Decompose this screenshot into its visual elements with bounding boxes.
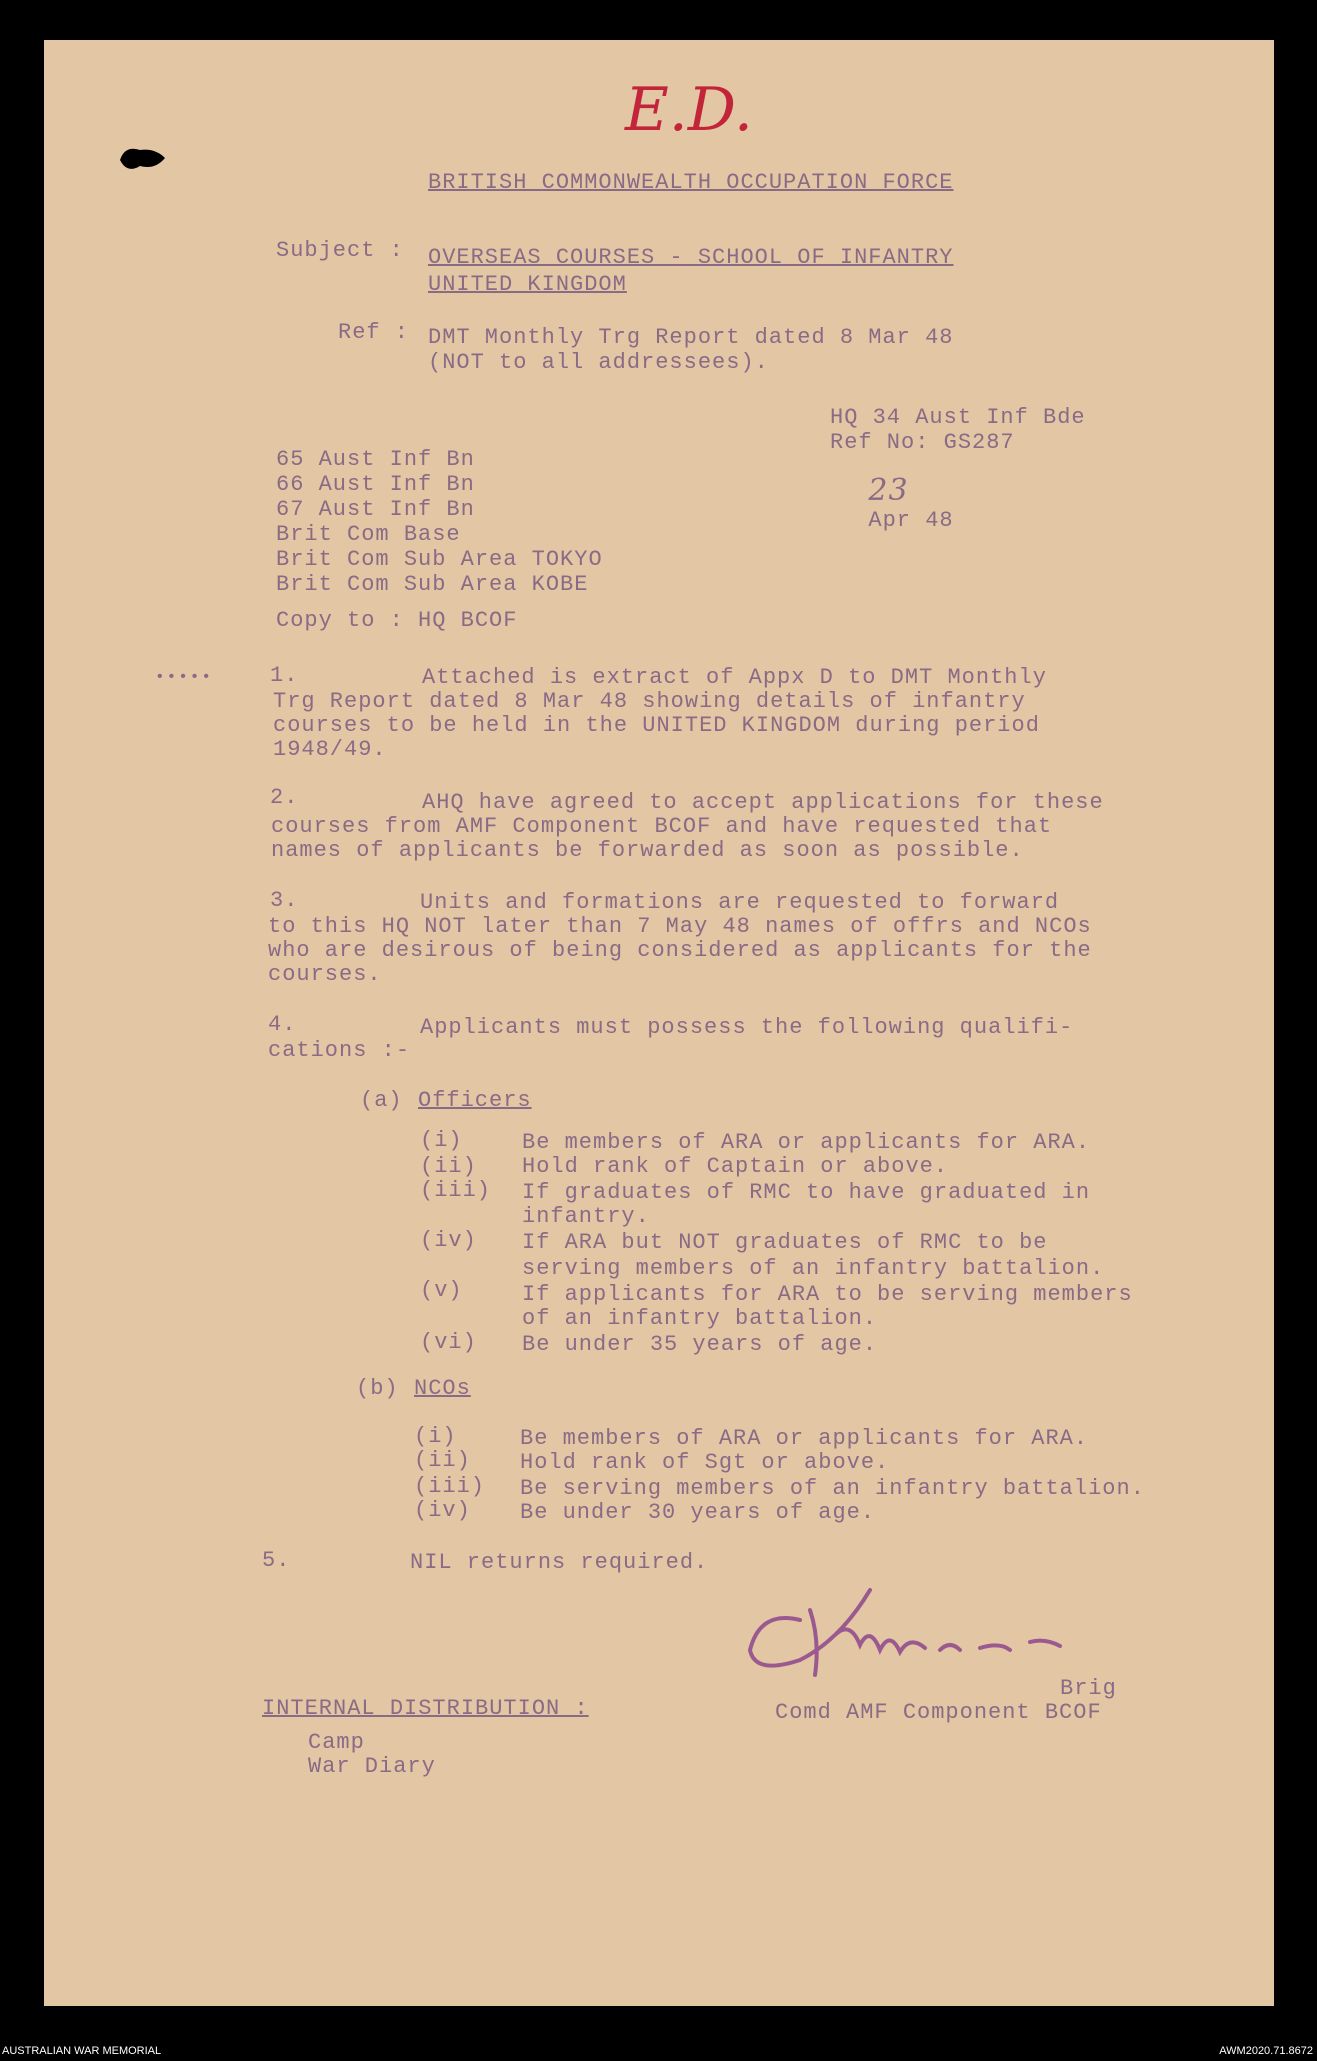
- sender-ref-no: Ref No: GS287: [830, 430, 1015, 455]
- margin-dots: •••••: [155, 668, 214, 686]
- para-3-line: to this HQ NOT later than 7 May 48 names of offrs and NCOs: [268, 914, 1092, 939]
- para-1-number: 1.: [270, 663, 299, 688]
- para-5-number: 5.: [262, 1548, 291, 1573]
- qualification-number: (iv): [414, 1498, 471, 1523]
- qualification-text-cont: serving members of an infantry battalion.: [522, 1256, 1105, 1281]
- qualification-number: (vi): [420, 1330, 477, 1355]
- para-4-number: 4.: [268, 1012, 297, 1037]
- sender-date-month: Apr 48: [868, 508, 954, 533]
- addressee: 67 Aust Inf Bn: [276, 497, 475, 522]
- punch-hole-mark: [115, 140, 175, 180]
- signature-rank: Brig: [1060, 1676, 1117, 1701]
- ncos-title: NCOs: [414, 1376, 471, 1401]
- qualification-text: Be members of ARA or applicants for ARA.: [522, 1130, 1091, 1155]
- handwritten-annotation: E.D.: [625, 75, 753, 145]
- para-2-line: courses from AMF Component BCOF and have requested that: [271, 814, 1053, 839]
- para-3-line: who are desirous of being considered as applicants for the: [268, 938, 1092, 963]
- handwritten-signature: [740, 1580, 1100, 1690]
- para-1-line: 1948/49.: [273, 737, 387, 762]
- qualification-number: (v): [420, 1278, 463, 1303]
- officers-title: Officers: [418, 1088, 532, 1113]
- sender-date: [840, 452, 954, 534]
- para-3-line: Units and formations are requested to forward: [420, 890, 1060, 915]
- copy-to: Copy to : HQ BCOF: [276, 608, 518, 633]
- qualification-text: Be members of ARA or applicants for ARA.: [520, 1426, 1089, 1451]
- ref-line-2: (NOT to all addressees).: [428, 350, 769, 375]
- para-2-number: 2.: [270, 785, 299, 810]
- qualification-text: If applicants for ARA to be serving members: [522, 1282, 1133, 1307]
- addressee: Brit Com Sub Area KOBE: [276, 572, 589, 597]
- para-3-line: courses.: [268, 962, 382, 987]
- qualification-text: If graduates of RMC to have graduated in: [522, 1180, 1091, 1205]
- qualification-number: (iii): [420, 1178, 492, 1203]
- qualification-text: Be under 30 years of age.: [520, 1500, 876, 1525]
- footer-accession-number: AWM2020.71.8672: [1219, 2045, 1313, 2057]
- qualification-number: (i): [420, 1128, 463, 1153]
- para-4-line: cations :-: [268, 1038, 411, 1063]
- para-1-line: Attached is extract of Appx D to DMT Monthly: [422, 665, 1047, 690]
- para-4-line: Applicants must possess the following qualifi-: [420, 1015, 1074, 1040]
- document-heading: BRITISH COMMONWEALTH OCCUPATION FORCE: [428, 170, 954, 195]
- subject-label: Subject :: [276, 238, 404, 263]
- qualification-number: (i): [414, 1424, 457, 1449]
- qualification-number: (iv): [420, 1228, 477, 1253]
- distribution-title: INTERNAL DISTRIBUTION :: [262, 1696, 589, 1721]
- signature-title: Comd AMF Component BCOF: [775, 1700, 1102, 1725]
- qualification-text: Be serving members of an infantry battalion.: [520, 1476, 1145, 1501]
- distribution-item: Camp: [308, 1730, 365, 1755]
- qualification-text: Hold rank of Captain or above.: [522, 1154, 949, 1179]
- addressee: Brit Com Base: [276, 522, 461, 547]
- distribution-item: War Diary: [308, 1754, 436, 1779]
- qualification-number: (ii): [414, 1448, 471, 1473]
- para-1-line: courses to be held in the UNITED KINGDOM during period: [273, 713, 1040, 738]
- para-3-number: 3.: [270, 888, 299, 913]
- qualification-text: Be under 35 years of age.: [522, 1332, 878, 1357]
- sender-hq: HQ 34 Aust Inf Bde: [830, 405, 1086, 430]
- qualification-text: If ARA but NOT graduates of RMC to be: [522, 1230, 1048, 1255]
- para-5-text: NIL returns required.: [410, 1550, 709, 1575]
- qualification-text-cont: of an infantry battalion.: [522, 1306, 878, 1331]
- ncos-label: (b): [356, 1376, 399, 1401]
- qualification-number: (iii): [414, 1474, 486, 1499]
- footer-credit: AUSTRALIAN WAR MEMORIAL: [2, 2045, 162, 2057]
- addressee: 66 Aust Inf Bn: [276, 472, 475, 497]
- subject-line-1: OVERSEAS COURSES - SCHOOL OF INFANTRY: [428, 245, 954, 270]
- ref-line-1: DMT Monthly Trg Report dated 8 Mar 48: [428, 325, 954, 350]
- para-1-line: Trg Report dated 8 Mar 48 showing details of infantry: [273, 689, 1026, 714]
- officers-label: (a): [360, 1088, 403, 1113]
- qualification-text-cont: infantry.: [522, 1204, 650, 1229]
- ref-label: Ref :: [338, 320, 410, 345]
- sender-date-handwritten: 23: [868, 473, 909, 508]
- addressee: 65 Aust Inf Bn: [276, 447, 475, 472]
- addressee: Brit Com Sub Area TOKYO: [276, 547, 603, 572]
- para-2-line: AHQ have agreed to accept applications for these: [422, 790, 1104, 815]
- subject-line-2: UNITED KINGDOM: [428, 272, 627, 297]
- qualification-number: (ii): [420, 1154, 477, 1179]
- para-2-line: names of applicants be forwarded as soon as possible.: [271, 838, 1024, 863]
- qualification-text: Hold rank of Sgt or above.: [520, 1450, 890, 1475]
